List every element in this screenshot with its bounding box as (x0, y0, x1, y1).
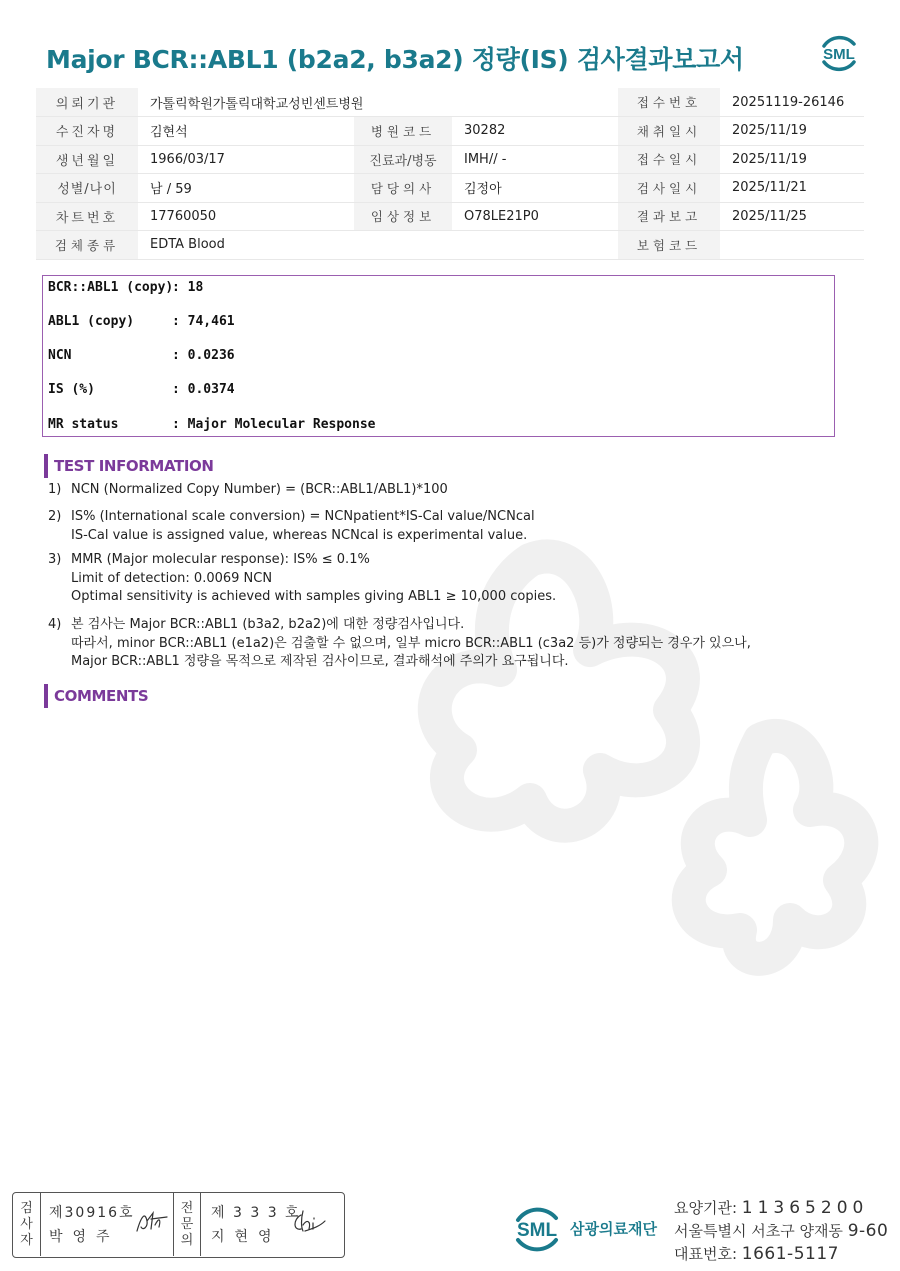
info-item-1 (48, 481, 448, 500)
specimen-value: EDTA Blood (138, 231, 354, 260)
info-line: Limit of detection: 0.0069 NCN (71, 570, 273, 586)
clinical-value: O78LE21P0 (452, 202, 618, 231)
info-item-4 (48, 616, 751, 672)
accession-value: 20251119-26146 (720, 88, 864, 117)
info-item-3 (48, 551, 556, 607)
physician-label: 담당의사 (354, 174, 452, 203)
result-row (48, 280, 203, 295)
reported-label: 결과보고 (618, 202, 720, 231)
collected-label: 채취일시 (618, 117, 720, 146)
hospital-code-value: 30282 (452, 117, 618, 146)
result-key: NCN (48, 348, 72, 363)
tested-label: 검사일시 (618, 174, 720, 203)
phone-value: 1661-5117 (741, 1244, 839, 1264)
dob-value: 1966/03/17 (138, 145, 354, 174)
result-row (48, 382, 235, 397)
info-line: MMR (Major molecular response): IS% ≤ 0.1% (71, 552, 370, 567)
dept-value: IMH// - (452, 145, 618, 174)
svg-text:SML: SML (516, 1220, 558, 1241)
result-row (48, 348, 235, 363)
foundation-name: 삼광의료재단 (570, 1220, 657, 1238)
clinical-label: 임상정보 (354, 202, 452, 231)
info-line: 따라서, minor BCR::ABL1 (e1a2)은 검출할 수 없으며, 일부 micro BCR::ABL1 (c3a2 등)가 정량되는 경우가 있으나, (71, 635, 751, 651)
info-item-2 (48, 508, 535, 545)
address-number: 9-60 (847, 1221, 889, 1241)
patient-info-table (36, 88, 864, 260)
result-key: MR status (48, 417, 119, 432)
info-item-number: 3) (48, 552, 62, 567)
institution-value: 가톨릭학원가톨릭대학교성빈센트병원 (138, 88, 618, 117)
address (674, 1220, 888, 1241)
chart-value: 17760050 (138, 202, 354, 231)
info-line: IS% (International scale conversion) = NCNpatient*IS-Cal value/NCNcal (71, 509, 535, 524)
info-line: Optimal sensitivity is achieved with samples giving ABL1 ≥ 10,000 copies. (71, 589, 557, 604)
address-prefix: 서울특별시 서초구 양재동 (674, 1222, 843, 1240)
examiner-name: 박영주 (49, 1229, 120, 1245)
dob-label: 생년월일 (36, 145, 138, 174)
specialist-label: 전 문 의 (173, 1193, 201, 1256)
result-value: : Major Molecular Response (172, 417, 376, 432)
result-value: : 0.0236 (172, 348, 235, 363)
accession-label: 접수번호 (618, 88, 720, 117)
physician-value: 김정아 (452, 174, 618, 203)
info-item-number: 1) (48, 482, 62, 497)
test-information-heading: TEST INFORMATION (44, 454, 214, 478)
institution-label: 의뢰기관 (36, 88, 138, 117)
specialist-license-no: 제 3 3 3 호 (211, 1205, 301, 1221)
insurance-value (720, 231, 864, 260)
recipient-value: 김현석 (138, 117, 354, 146)
sex-age-label: 성별/나이 (36, 174, 138, 203)
result-value: : 0.0374 (172, 382, 235, 397)
examiner-info (49, 1201, 135, 1249)
specialist-name: 지현영 (211, 1229, 282, 1245)
examiner-label: 검 사 자 (13, 1193, 41, 1256)
result-key: IS (%) (48, 382, 95, 397)
examiner-signature-icon (133, 1207, 169, 1237)
hospital-code-label: 병원코드 (354, 117, 452, 146)
specialist-signature-icon (291, 1207, 327, 1237)
dept-label: 진료과/병동 (354, 145, 452, 174)
specimen-label: 검체종류 (36, 231, 138, 260)
report-title: Major BCR::ABL1 (b2a2, b3a2) 정량(IS) 검사결과보고서 (46, 45, 744, 74)
info-line: Major BCR::ABL1 정량을 목적으로 제작된 검사이므로, 결과해석에 주의가 요구됩니다. (71, 654, 569, 669)
sex-age-value: 남 / 59 (138, 174, 354, 203)
examiner-license-no: 제30916호 (49, 1205, 135, 1221)
specialist-info (211, 1201, 301, 1249)
comments-heading: COMMENTS (44, 684, 148, 708)
institution-number (674, 1197, 868, 1218)
chart-label: 차트번호 (36, 202, 138, 231)
insurance-label: 보험코드 (618, 231, 720, 260)
sml-logo-icon (816, 30, 862, 76)
collected-value: 2025/11/19 (720, 117, 864, 146)
info-item-number: 4) (48, 617, 62, 632)
sml-footer-logo-icon (508, 1200, 566, 1256)
info-line: IS-Cal value is assigned value, whereas NCNcal is experimental value. (71, 527, 528, 543)
recipient-label: 수진자명 (36, 117, 138, 146)
result-value: : 74,461 (172, 314, 235, 329)
result-key: BCR::ABL1 (copy) (48, 280, 174, 295)
results-box (42, 275, 835, 437)
institution-number-value: 11365200 (741, 1198, 869, 1218)
received-label: 접수일시 (618, 145, 720, 174)
info-line: NCN (Normalized Copy Number) = (BCR::ABL1/ABL1)*100 (71, 482, 448, 497)
signature-box (12, 1192, 345, 1258)
result-value: : 18 (172, 280, 204, 295)
result-row (48, 314, 235, 329)
reported-value: 2025/11/25 (720, 202, 864, 231)
info-item-number: 2) (48, 509, 62, 524)
svg-text:SML: SML (823, 46, 855, 63)
info-line: 본 검사는 Major BCR::ABL1 (b3a2, b2a2)에 대한 정량검사입니다. (71, 617, 465, 632)
result-key: ABL1 (copy) (48, 314, 135, 329)
phone-label: 대표번호: (674, 1245, 738, 1263)
phone (674, 1243, 839, 1264)
result-row (48, 417, 376, 432)
received-value: 2025/11/19 (720, 145, 864, 174)
institution-number-label: 요양기관: (674, 1199, 738, 1217)
tested-value: 2025/11/21 (720, 174, 864, 203)
